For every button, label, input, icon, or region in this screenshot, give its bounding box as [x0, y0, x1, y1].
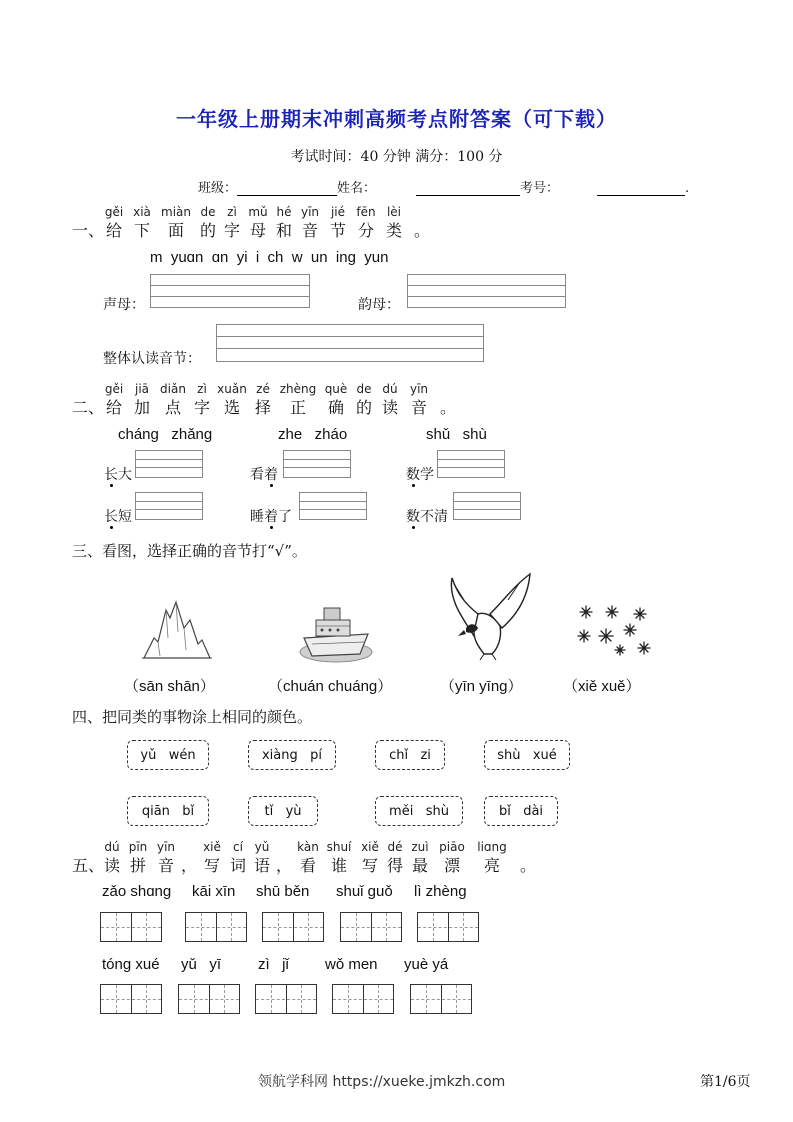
- eagle-image: [444, 570, 534, 662]
- q4-card-xiangpi[interactable]: xiàng pí: [248, 740, 336, 770]
- q5-writing-grid[interactable]: [178, 984, 240, 1014]
- q5-word-shuben: shū běn: [256, 883, 310, 900]
- q1-char-6: 和: [275, 221, 292, 240]
- q1-py-4: zì: [227, 205, 237, 219]
- q2-word-4-rest: 短: [118, 509, 132, 525]
- q2-answer-box-1[interactable]: [135, 450, 203, 478]
- q2-word-5-rest: 了: [278, 509, 292, 525]
- q2-word-2: [250, 464, 278, 484]
- name-blank[interactable]: [416, 181, 520, 196]
- q1-heading: [72, 205, 472, 245]
- q5-char-15: 。: [519, 856, 536, 875]
- q3-heading: 三、看图，选择正确的音节打“√”。: [72, 542, 307, 560]
- q5-word-ziji: zì jǐ: [258, 956, 289, 973]
- q2-char-5: 择: [254, 398, 271, 417]
- q2-number: 二、: [72, 398, 105, 417]
- q5-char-14: 亮: [483, 856, 500, 875]
- q2-answer-box-5[interactable]: [299, 492, 367, 520]
- q2-word-3-dotted: 数: [406, 467, 420, 483]
- q2-pinyin-row: [72, 382, 492, 396]
- q1-char-3: 的: [199, 221, 216, 240]
- zhengti-label: 整体认读音节：: [103, 351, 201, 367]
- q5-word-yueya: yuè yá: [404, 956, 449, 973]
- q2-py-7: què: [324, 382, 348, 396]
- q5-char-4: 写: [203, 856, 220, 875]
- q2-word-5-first: 睡: [250, 509, 264, 525]
- q5-py-2: yīn: [156, 840, 176, 854]
- q2-word-5: [250, 506, 292, 526]
- q4-card-yuwen[interactable]: yǔ wén: [127, 740, 209, 770]
- q2-char-11: 。: [439, 398, 456, 417]
- q5-py-9: shuí: [326, 840, 352, 854]
- q5-writing-grid[interactable]: [332, 984, 394, 1014]
- q5-char-7: ，: [275, 856, 292, 875]
- q2-option-1: cháng zhǎng: [118, 426, 213, 443]
- q2-py-0: gěi: [104, 382, 124, 396]
- q2-char-7: 确: [327, 398, 344, 417]
- q2-char-4: 选: [223, 398, 240, 417]
- q2-word-4-dotted: 长: [104, 509, 118, 525]
- q2-answer-box-6[interactable]: [453, 492, 521, 520]
- q1-py-6: hé: [276, 205, 292, 219]
- q5-writing-grid[interactable]: [262, 912, 324, 942]
- footer-site: 领航学科网 https://xueke.jmkzh.com: [258, 1074, 506, 1090]
- q3-option-ship[interactable]: （chuán chuáng）: [268, 678, 393, 695]
- q5-number: 五、: [72, 856, 105, 875]
- q1-py-0: gěi: [104, 205, 124, 219]
- q5-writing-grid[interactable]: [100, 984, 162, 1014]
- q1-char-1: 下: [133, 221, 150, 240]
- q3-option-snow[interactable]: （xiě xuě）: [563, 678, 641, 695]
- q5-word-tongxue: tóng xué: [102, 956, 160, 973]
- q5-py-5: cí: [233, 840, 243, 854]
- q2-char-6: 正: [289, 398, 306, 417]
- q1-char-9: 分: [357, 221, 374, 240]
- q1-py-3: de: [200, 205, 216, 219]
- mountain-image: [140, 598, 214, 662]
- q4-card-qianbi[interactable]: qiān bǐ: [127, 796, 209, 826]
- q5-char-11: 得: [386, 856, 403, 875]
- q5-py-4: xiě: [203, 840, 221, 854]
- q2-word-3-rest: 学: [420, 467, 434, 483]
- q2-char-3: 字: [193, 398, 210, 417]
- q5-char-13: 漂: [443, 856, 460, 875]
- class-field-row: [198, 177, 689, 196]
- q5-char-5: 词: [229, 856, 246, 875]
- q2-word-4: [104, 506, 132, 526]
- q2-py-9: dú: [382, 382, 398, 396]
- q2-answer-box-4[interactable]: [135, 492, 203, 520]
- q5-writing-grid[interactable]: [340, 912, 402, 942]
- q5-char-8: 看: [299, 856, 316, 875]
- q2-char-10: 音: [410, 398, 427, 417]
- q5-pinyin-row: [72, 840, 552, 854]
- q3-option-eagle[interactable]: （yīn yīng）: [440, 678, 523, 695]
- q2-word-3: [406, 464, 434, 484]
- q2-char-1: 加: [133, 398, 150, 417]
- q5-py-1: pīn: [128, 840, 148, 854]
- q2-word-6: [406, 506, 448, 526]
- q1-char-8: 节: [329, 221, 346, 240]
- q5-char-12: 最: [411, 856, 428, 875]
- q5-py-14: liɑng: [477, 840, 507, 854]
- yunmu-label: 韵母：: [358, 297, 400, 313]
- q5-py-11: dé: [387, 840, 403, 854]
- q5-writing-grid[interactable]: [417, 912, 479, 942]
- q2-py-10: yīn: [409, 382, 429, 396]
- q4-card-tiyu[interactable]: tǐ yù: [248, 796, 318, 826]
- q5-char-2: 音: [157, 856, 174, 875]
- q1-char-4: 字: [223, 221, 240, 240]
- q1-char-10: 类: [385, 221, 402, 240]
- q5-char-0: 读: [103, 856, 120, 875]
- q1-py-7: yīn: [300, 205, 320, 219]
- end-mark: .: [685, 181, 690, 196]
- q5-writing-grid[interactable]: [410, 984, 472, 1014]
- q1-py-2: miàn: [161, 205, 191, 219]
- q5-py-0: dú: [104, 840, 120, 854]
- q2-py-5: zé: [256, 382, 270, 396]
- q5-char-6: 语: [253, 856, 270, 875]
- snowflakes-image: [576, 604, 656, 660]
- q5-py-12: zuì: [411, 840, 429, 854]
- number-blank[interactable]: [597, 181, 685, 196]
- q2-char-9: 读: [381, 398, 398, 417]
- q2-answer-box-3[interactable]: [437, 450, 505, 478]
- q5-py-6: yǔ: [254, 840, 270, 854]
- q2-answer-box-2[interactable]: [283, 450, 351, 478]
- q1-py-10: lèi: [386, 205, 402, 219]
- q2-option-2: zhe zháo: [278, 426, 348, 443]
- number-label: 考号：: [520, 181, 560, 196]
- q2-word-5-dotted: 着: [264, 509, 278, 525]
- q2-py-3: zì: [197, 382, 207, 396]
- q5-py-10: xiě: [361, 840, 379, 854]
- q5-word-yuyi: yǔ yī: [181, 956, 222, 973]
- class-label: 班级：: [198, 181, 238, 196]
- q1-py-5: mǔ: [248, 205, 268, 219]
- q2-word-1-dotted: 长: [104, 467, 118, 483]
- page-title: 一年级上册期末冲刺高频考点附答案（可下载）: [176, 107, 617, 131]
- class-blank[interactable]: [237, 181, 337, 196]
- q2-char-2: 点: [164, 398, 181, 417]
- q5-py-13: piāo: [439, 840, 465, 854]
- q5-writing-grid[interactable]: [255, 984, 317, 1014]
- q5-word-lizheng: lì zhèng: [414, 883, 467, 900]
- q1-pinyin-row: [72, 205, 472, 219]
- q2-word-1-rest: 大: [118, 467, 132, 483]
- q2-word-6-rest: 不清: [420, 509, 448, 525]
- q5-word-kaixin: kāi xīn: [192, 883, 236, 900]
- q5-char-10: 写: [361, 856, 378, 875]
- q1-char-11: 。: [413, 221, 430, 240]
- name-label: 姓名：: [337, 181, 377, 196]
- q3-option-mountain[interactable]: （sān shān）: [124, 678, 215, 695]
- ship-image: [296, 598, 376, 664]
- q4-card-chizi[interactable]: chǐ zi: [375, 740, 445, 770]
- q5-py-8: kàn: [297, 840, 319, 854]
- q1-char-0: 给: [105, 221, 122, 240]
- q1-char-7: 音: [301, 221, 318, 240]
- q1-letter-list: m yuɑn ɑn yi i ch w un ing yun: [150, 249, 389, 266]
- q5-word-zaoshang: zǎo shɑng: [102, 883, 172, 900]
- q1-number: 一、: [72, 221, 105, 240]
- q1-py-8: jié: [330, 205, 346, 219]
- q5-writing-grid[interactable]: [100, 912, 162, 942]
- q1-py-9: fēn: [356, 205, 376, 219]
- q5-char-3: ，: [180, 856, 197, 875]
- yunmu-answer-box[interactable]: [407, 274, 566, 308]
- q5-writing-grid[interactable]: [185, 912, 247, 942]
- q2-py-1: jiā: [134, 382, 150, 396]
- q5-char-1: 拼: [129, 856, 146, 875]
- q4-card-shuxue[interactable]: shù xué: [484, 740, 570, 770]
- q5-word-shuiguo: shuǐ guǒ: [336, 883, 393, 900]
- q5-heading: [72, 840, 552, 880]
- q4-card-bidai[interactable]: bǐ dài: [484, 796, 558, 826]
- q2-word-1: [104, 464, 132, 484]
- q2-py-8: de: [356, 382, 372, 396]
- q2-word-2-dotted: 着: [264, 467, 278, 483]
- q1-char-5: 母: [249, 221, 266, 240]
- q1-char-2: 面: [167, 221, 184, 240]
- exam-meta: 考试时间：40 分钟 满分：100 分: [290, 149, 503, 165]
- q1-py-1: xià: [133, 205, 151, 219]
- shengmu-answer-box[interactable]: [150, 274, 310, 308]
- q2-char-0: 给: [105, 398, 122, 417]
- shengmu-label: 声母：: [103, 297, 145, 313]
- q2-option-3: shǔ shù: [426, 426, 487, 443]
- q2-word-2-first: 看: [250, 467, 264, 483]
- q2-py-6: zhèng: [279, 382, 317, 396]
- q5-char-9: 谁: [330, 856, 347, 875]
- q4-heading: 四、把同类的事物涂上相同的颜色。: [72, 708, 313, 726]
- q4-card-meishu[interactable]: měi shù: [375, 796, 463, 826]
- q2-heading: [72, 382, 492, 422]
- q2-char-8: 的: [355, 398, 372, 417]
- q2-word-6-dotted: 数: [406, 509, 420, 525]
- q2-py-2: diǎn: [160, 382, 186, 396]
- q5-word-women: wǒ men: [325, 956, 378, 973]
- q2-py-4: xuǎn: [217, 382, 247, 396]
- zhengti-answer-box[interactable]: [216, 324, 484, 362]
- page-number: 第1/6页: [700, 1074, 751, 1090]
